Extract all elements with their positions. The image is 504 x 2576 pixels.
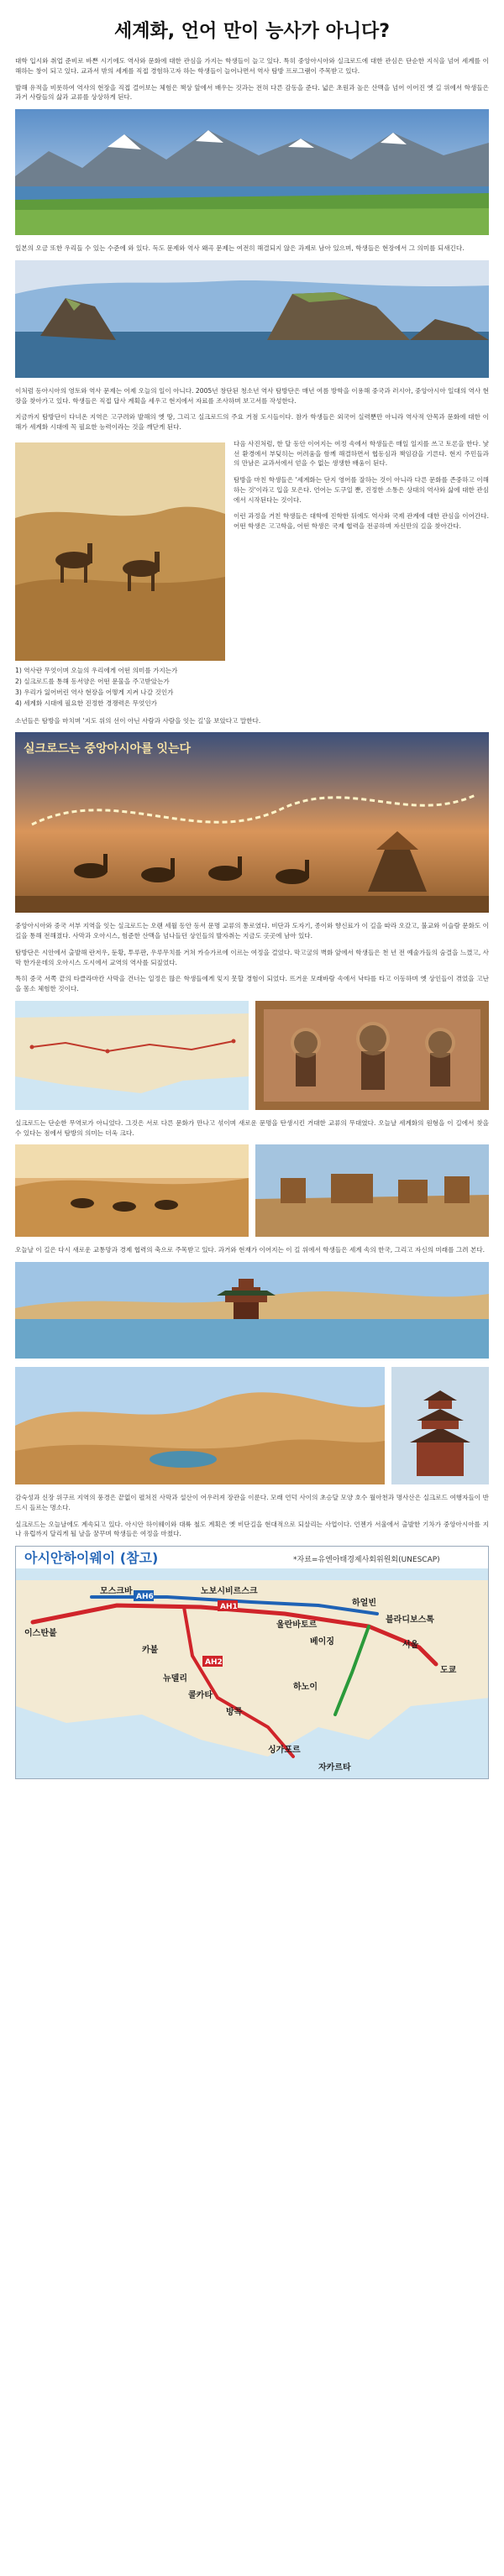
route-label: AH1 <box>220 1603 238 1612</box>
paragraph: 오늘날 이 길은 다시 새로운 교통망과 경제 협력의 축으로 주목받고 있다. 과거와 현재가 이어지는 이 길 위에서 학생들은 세계 속의 한국, 그리고 자신의 미래를 그려 본다. <box>15 1246 486 1254</box>
city-label: 자카르타 <box>318 1763 351 1773</box>
pagoda-lake-photo <box>15 1262 489 1359</box>
map-title: 아시안하이웨이 (참고) <box>24 1550 159 1567</box>
city-label: 모스크바 <box>100 1587 133 1597</box>
paragraph: 실크로드는 오늘날에도 계속되고 있다. 아시안 하이웨이와 대륙 철도 계획은 옛 비단길을 현대적으로 되살리는 사업이다. 언젠가 서울에서 출발한 기차가 중앙아시아를 지나 유럽까지 달리게 될 날을 꿈꾸며 학생들은 여정을 마쳤다. <box>15 1520 489 1538</box>
question-list <box>15 666 489 709</box>
paragraph: 탐방단은 시안에서 출발해 란저우, 둔황, 투루판, 우루무치를 거쳐 카슈가르에 이르는 여정을 걸었다. 막고굴의 벽화 앞에서 학생들은 천 년 전 예술가들의 숨결을 느꼈고, 사막 한가운데의 오아시스 도시에서 교역의 역사를 되짚었다. <box>15 948 489 966</box>
sand-dune-photo <box>15 1367 385 1484</box>
city-label: 뉴델리 <box>163 1674 187 1684</box>
city-label: 콜카타 <box>188 1691 213 1701</box>
city-label: 울란바토르 <box>276 1620 318 1631</box>
city-label: 서울 <box>402 1641 419 1651</box>
paragraph: 소년들은 탐방을 마치며 '지도 위의 선이 아닌 사람과 사람을 잇는 길'을 보았다고 말한다. <box>15 716 261 725</box>
paragraph: 특히 중국 서쪽 끝의 타클라마칸 사막을 건너는 일정은 많은 학생들에게 잊지 못할 경험이 되었다. 뜨거운 모래바람 속에서 낙타를 타고 이동하며 옛 상인들이 겪었을 고난을 몸소 체험한 것이다. <box>15 975 489 993</box>
paragraph: 다음 사진처럼, 한 달 동안 이어지는 여정 속에서 학생들은 매일 일지를 쓰고 토론을 한다. 낯선 환경에서 부딪히는 어려움을 함께 해결하면서 협동심과 책임감을 기른다. 현지 주민들과의 만남은 교과서에서 얻을 수 없는 생생한 배움이 된다. <box>234 439 489 468</box>
list-item: 4) 세계화 시대에 필요한 진정한 경쟁력은 무엇인가 <box>15 699 157 707</box>
paragraph: 실크로드는 단순한 무역로가 아니었다. 그것은 서로 다른 문화가 만나고 섞이며 새로운 문명을 탄생시킨 거대한 교류의 무대였다. 오늘날 세계화의 원형을 이 길에서 찾을 수 있다는 점에서 탐방의 의미는 더욱 크다. <box>15 1118 489 1137</box>
paragraph: 이처럼 동아시아의 영토와 역사 문제는 어제 오늘의 일이 아니다. 2005년 창단된 청소년 역사 탐방단은 매년 여름 방학을 이용해 중국과 러시아, 중앙아시아 일대의 역사 현장을 찾아가고 있다. 학생들은 직접 답사 계획을 세우고 현지에서 자료를 조사하며 보고서를 작성한다. <box>15 386 489 405</box>
paragraph: 일본의 오금 또한 우리들 수 있는 수준에 와 있다. 독도 문제와 역사 왜곡 문제는 여전히 해결되지 않은 과제로 남아 있으며, 학생들은 현장에서 그 의미를 되새긴다. <box>15 244 465 253</box>
asia-route-map <box>15 1001 249 1110</box>
city-label: 노보시비르스크 <box>201 1587 258 1597</box>
ancient-ruins-photo <box>255 1144 489 1237</box>
city-label: 블라디보스톡 <box>386 1615 434 1626</box>
list-item: 1) 역사란 무엇이며 오늘의 우리에게 어떤 의미를 가지는가 <box>15 666 178 674</box>
route-label: AH2 <box>205 1658 223 1668</box>
paragraph: 발해 유적을 비롯하여 역사의 현장을 직접 걸어보는 체험은 책상 앞에서 배우는 것과는 전혀 다른 감동을 준다. 넓은 초원과 높은 산맥을 넘어 이어진 옛 길 위에서 학생들은 과거 사람들의 삶과 교류를 상상하게 된다. <box>15 83 489 102</box>
city-label: 하노이 <box>293 1683 318 1693</box>
paragraph: 지금까지 탐방단이 다녀온 지역은 고구려와 발해의 옛 땅, 그리고 실크로드의 주요 거점 도시들이다. 참가 학생들은 외국어 실력뿐만 아니라 역사적 안목과 문화에 대한 이해가 세계화 시대에 꼭 필요한 능력이라는 것을 깨닫게 된다. <box>15 413 489 432</box>
paragraph: 감숙성과 신장 위구르 지역의 풍경은 끝없이 펼쳐진 사막과 설산이 어우러져 장관을 이룬다. 모래 언덕 사이의 초승달 모양 호수 월아천과 명사산은 실크로드 여행자들이 반드시 들르는 명소다. <box>15 1494 489 1511</box>
city-label: 카불 <box>142 1646 159 1656</box>
cave-mural-photo <box>255 1001 489 1110</box>
city-label: 베이징 <box>310 1637 334 1647</box>
list-item: 3) 우리가 잃어버린 역사 현장을 어떻게 지켜 나갈 것인가 <box>15 688 174 696</box>
desert-caravan-photo <box>15 1144 249 1237</box>
coastal-cliff-photo <box>15 260 489 378</box>
paragraph: 탐방을 마친 학생들은 '세계화는 단지 영어를 잘하는 것이 아니라 다른 문화를 존중하고 이해하는 것'이라고 입을 모은다. 언어는 도구일 뿐, 진정한 소통은 상대의 역사와 삶에 대한 관심에서 시작된다는 것이다. <box>234 476 489 504</box>
route-label: AH6 <box>136 1593 154 1602</box>
list-item: 2) 실크로드를 통해 동서양은 어떤 문물을 주고받았는가 <box>15 677 170 685</box>
city-label: 방콕 <box>226 1708 243 1718</box>
paragraph: 이런 과정을 거친 학생들은 대학에 진학한 뒤에도 역사와 국제 관계에 대한 관심을 이어간다. 어떤 학생은 고고학을, 어떤 학생은 국제 협력을 전공하며 자신만의 길을 찾아간다. <box>234 512 489 531</box>
page-title: 세계화, 언어 만이 능사가 아니다? <box>113 21 391 42</box>
asian-highway-map <box>15 1546 489 1779</box>
paragraph: 중앙아시아와 중국 서부 지역을 잇는 실크로드는 오랜 세월 동안 동서 문명 교류의 통로였다. 비단과 도자기, 종이와 향신료가 이 길을 따라 오갔고, 불교와 이슬람 문화도 이 길을 통해 전해졌다. 사막과 오아시스, 험준한 산맥을 넘나들던 상인들의 발자취는 지금도 곳곳에 남아 있다. <box>15 922 489 940</box>
illustration-title: 실크로드는 중앙아시아를 잇는다 <box>24 742 192 757</box>
city-label: 싱가포르 <box>268 1746 301 1756</box>
city-label: 도쿄 <box>440 1666 457 1676</box>
mountain-lake-photo <box>15 109 489 235</box>
camel-desert-photo <box>15 442 225 661</box>
temple-photo <box>391 1367 489 1484</box>
city-label: 이스탄불 <box>24 1629 57 1639</box>
city-label: 하얼빈 <box>352 1599 376 1609</box>
map-source: *자료=유엔아태경제사회위원회(UNESCAP) <box>293 1556 440 1565</box>
silk-road-illustration <box>15 732 489 913</box>
paragraph: 대학 입시와 취업 준비로 바쁜 시기에도 역사와 문화에 대한 관심을 가지는 학생들이 늘고 있다. 특히 중앙아시아와 실크로드에 대한 관심은 단순한 지식을 넘어 세계를 이해하는 창이 되고 있다. 교과서 밖의 세계를 직접 경험하고자 하는 학생들이 늘어나면서 역사 탐방 프로그램이 주목받고 있다. <box>15 57 489 75</box>
